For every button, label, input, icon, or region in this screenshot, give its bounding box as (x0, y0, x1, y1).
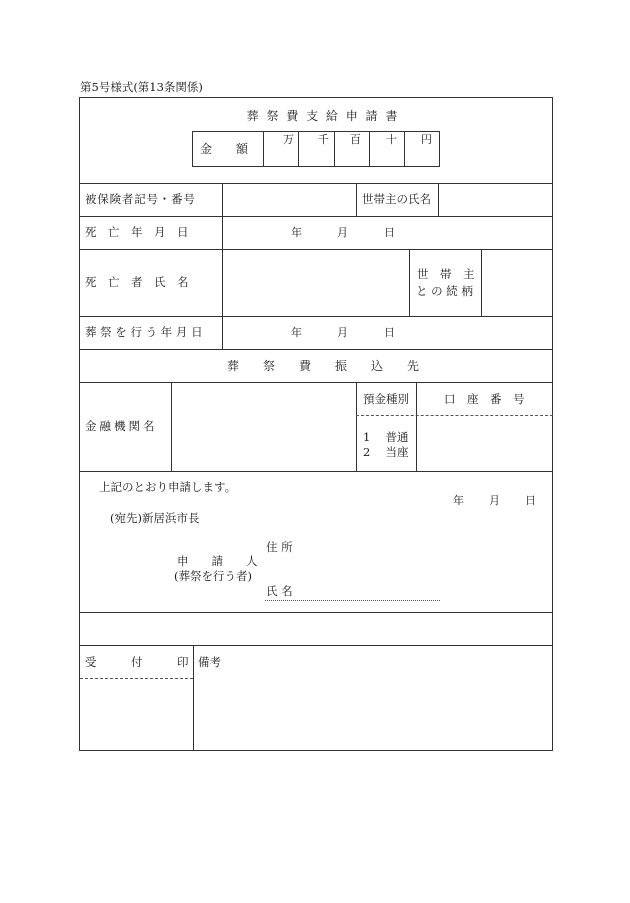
applicant-label: 申 請 人 (177, 554, 258, 568)
address-field[interactable] (300, 538, 450, 556)
remarks-field[interactable] (196, 672, 550, 748)
applicant-note: (葬祭を行う者) (174, 569, 252, 583)
application-date-year: 年 (453, 494, 464, 507)
death-date-label: 死 亡 年 月 日 (85, 225, 189, 239)
unit-hyaku: 百 (350, 133, 361, 146)
application-statement: 上記のとおり申請します。 (99, 480, 237, 494)
blank-row (80, 613, 552, 644)
funeral-date-label: 葬 祭 を 行 う 年 月 日 (85, 325, 203, 339)
deposit-type-label: 預金種別 (363, 392, 409, 406)
relation-label-line1: 世 帯 主 (417, 267, 475, 281)
unit-man: 万 (283, 133, 294, 146)
relation-field[interactable] (483, 251, 550, 314)
receipt-stamp-label: 受 付 印 (85, 655, 189, 669)
name-label: 氏 名 (266, 584, 293, 598)
funeral-date-year: 年 (291, 326, 302, 339)
application-date-month: 月 (489, 494, 500, 507)
death-date-day: 日 (384, 226, 395, 239)
bank-name-label: 金融機関名 (85, 419, 158, 433)
form-number: 第5号様式(第13条関係) (80, 80, 203, 94)
account-number-label: 口 座 番 号 (444, 392, 525, 406)
death-date-month: 月 (337, 226, 348, 239)
application-date-day: 日 (525, 494, 536, 507)
insured-number-label: 被保険者記号・番号 (85, 192, 196, 206)
deposit-option-touza[interactable]: 2 当座 (363, 445, 409, 459)
deceased-name-field[interactable] (224, 251, 407, 314)
funeral-date-month: 月 (337, 326, 348, 339)
amount-label: 金 額 (200, 142, 249, 156)
relation-label-line2: と の 続 柄 (416, 284, 473, 298)
bank-name-field[interactable] (173, 384, 354, 469)
deceased-name-label: 死 亡 者 氏 名 (85, 275, 189, 289)
remarks-label: 備考 (198, 655, 221, 669)
form-title: 葬 祭 費 支 給 申 請 書 (246, 109, 400, 123)
insured-number-field[interactable] (224, 185, 354, 214)
name-underline (265, 600, 440, 601)
account-number-field[interactable] (418, 418, 550, 469)
name-field[interactable] (300, 582, 440, 599)
deposit-option-futsuu[interactable]: 1 普通 (363, 430, 409, 444)
unit-en: 円 (421, 133, 432, 146)
householder-name-field[interactable] (440, 185, 550, 214)
unit-sen: 千 (318, 133, 329, 146)
funeral-date-day: 日 (384, 326, 395, 339)
address-label: 住 所 (266, 540, 293, 554)
death-date-year: 年 (291, 226, 302, 239)
householder-name-label: 世帯主の氏名 (362, 192, 431, 206)
transfer-section-title: 葬 祭 費 振 込 先 (226, 359, 419, 373)
receipt-stamp-divider (80, 678, 193, 679)
addressee: (宛先)新居浜市長 (110, 511, 200, 525)
unit-juu: 十 (386, 133, 397, 146)
